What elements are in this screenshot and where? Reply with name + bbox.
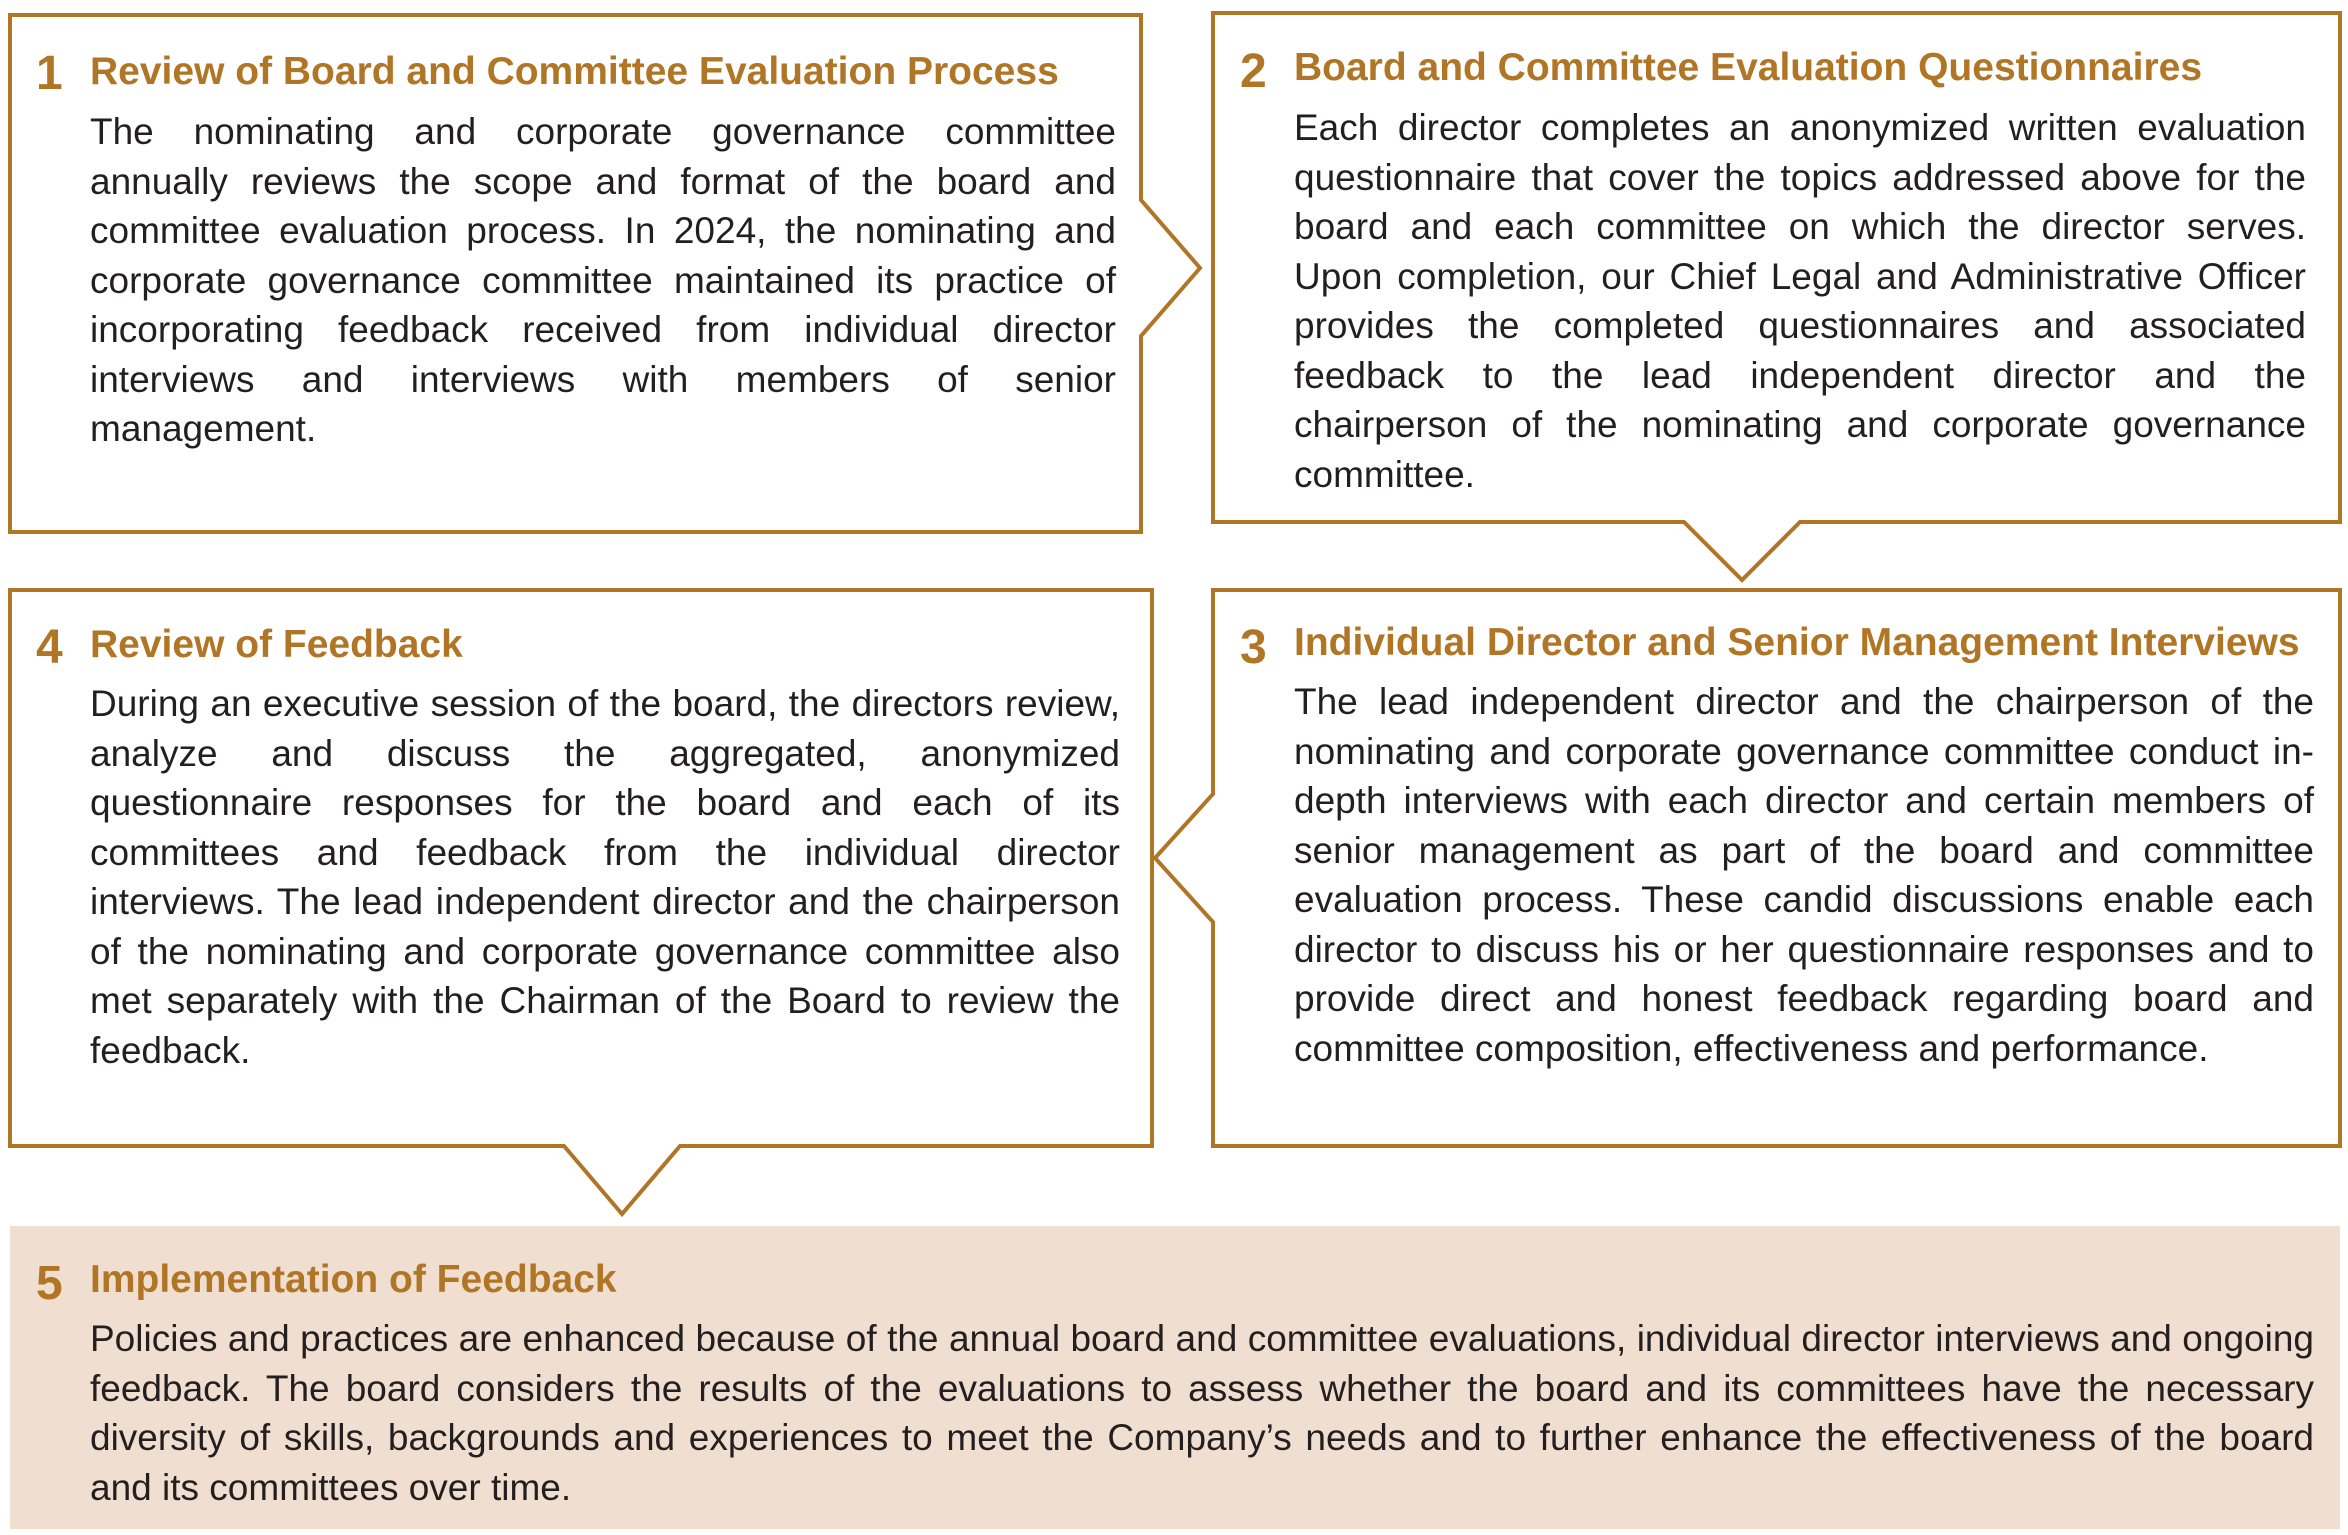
step-5-description: Policies and practices are enhanced because of the annual board and committee evaluations, individual director interviews and ongoing feedback. The board considers the results of the evaluations to assess whether the board and its committees have the necessary diversity of skills, backgrounds and experiences to meet the Company’s needs and to further enhance the effectiveness of the board and its committees over time. (90, 1318, 2314, 1508)
step-3-title: Individual Director and Senior Management Interviews (1294, 621, 2300, 664)
step-5-title: Implementation of Feedback (90, 1258, 617, 1301)
step-5-number: 5 (36, 1257, 63, 1310)
step-1-number: 1 (36, 47, 63, 100)
step-3-number: 3 (1240, 621, 1267, 674)
step-1-title: Review of Board and Committee Evaluation Process (90, 50, 1059, 93)
step-2-number: 2 (1240, 45, 1267, 98)
step-2-description: Each director completes an anonymized written evaluation questionnaire that cover the topics addressed above for the board and each committee on which the director serves. Upon completion, our Chief Legal and Administrative Officer provides the completed questionnaires and associated feedback to the lead independent director and the chairperson of the nominating and corporate governance committee. (1294, 107, 2306, 495)
step-1-description: The nominating and corporate governance committee annually reviews the scope and format of the board and committee evaluation process. In 2024, the nominating and corporate governance committee maintained its practice of incorporating feedback received from individual director interviews and interviews with members of senior management. (90, 111, 1116, 449)
step-2-title: Board and Committee Evaluation Questionnaires (1294, 46, 2203, 89)
step-3-description: The lead independent director and the chairperson of the nominating and corporate governance committee conduct in-depth interviews with each director and certain members of senior management as part of the board and committee evaluation process. These candid discussions enable each director to discuss his or her questionnaire responses and to provide direct and honest feedback regarding board and committee composition, effectiveness and performance. (1294, 681, 2314, 1069)
step-4-title: Review of Feedback (90, 623, 463, 666)
step-4-description: During an executive session of the board, the directors review, analyze and discuss the aggregated, anonymized questionnaire responses for the board and each of its committees and feedback from the individual director interviews. The lead independent director and the chairperson of the nominating and corporate governance committee also met separately with the Chairman of the Board to review the feedback. (90, 683, 1120, 1071)
step-4-number: 4 (36, 621, 63, 674)
